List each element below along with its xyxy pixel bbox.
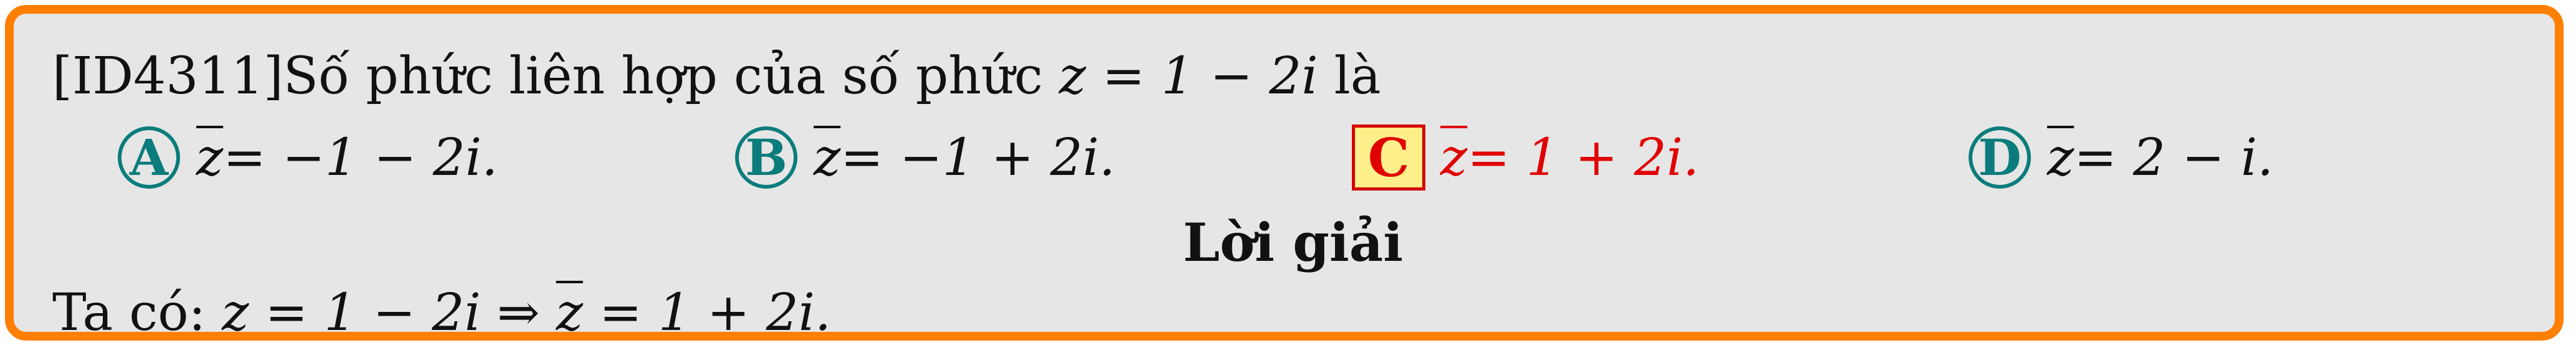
- option-c-var: $\overline{z}$: [1440, 128, 1468, 187]
- solution-heading: Lời giải: [1182, 212, 1404, 273]
- option-d-expr: = 2 − i.: [2074, 128, 2274, 187]
- option-b-letter: B: [735, 126, 797, 189]
- problem-card: [5, 5, 2564, 341]
- option-a-expr: = −1 − 2i.: [223, 128, 498, 187]
- option-b-var: $\overline{z}$: [814, 128, 841, 187]
- question-suffix: là: [1318, 47, 1381, 106]
- option-a[interactable]: [118, 125, 498, 191]
- option-a-var: $\overline{z}$: [196, 128, 224, 187]
- solution-text: [52, 283, 832, 342]
- option-d-var: $\overline{z}$: [2047, 128, 2075, 187]
- solution-math2: = 1 + 2i.: [582, 283, 832, 342]
- option-d[interactable]: [1969, 125, 2273, 191]
- option-b-expr: = −1 + 2i.: [840, 128, 1116, 187]
- solution-math1: z = 1 − 2i ⇒: [222, 283, 556, 342]
- solution-prefix: Ta có:: [52, 283, 222, 342]
- question-math: z = 1 − 2i: [1059, 47, 1318, 106]
- question-text: [52, 47, 1381, 106]
- option-c[interactable]: [1352, 125, 1699, 191]
- option-c-expr: = 1 + 2i.: [1467, 128, 1699, 187]
- question-prefix: [ID4311]Số phức liên hợp của số phức: [52, 47, 1060, 106]
- option-a-letter: A: [118, 126, 180, 189]
- option-c-letter: C: [1352, 125, 1425, 191]
- option-d-letter: D: [1969, 126, 2031, 189]
- option-b[interactable]: [735, 125, 1115, 191]
- solution-var: $\overline{z}$: [556, 283, 583, 342]
